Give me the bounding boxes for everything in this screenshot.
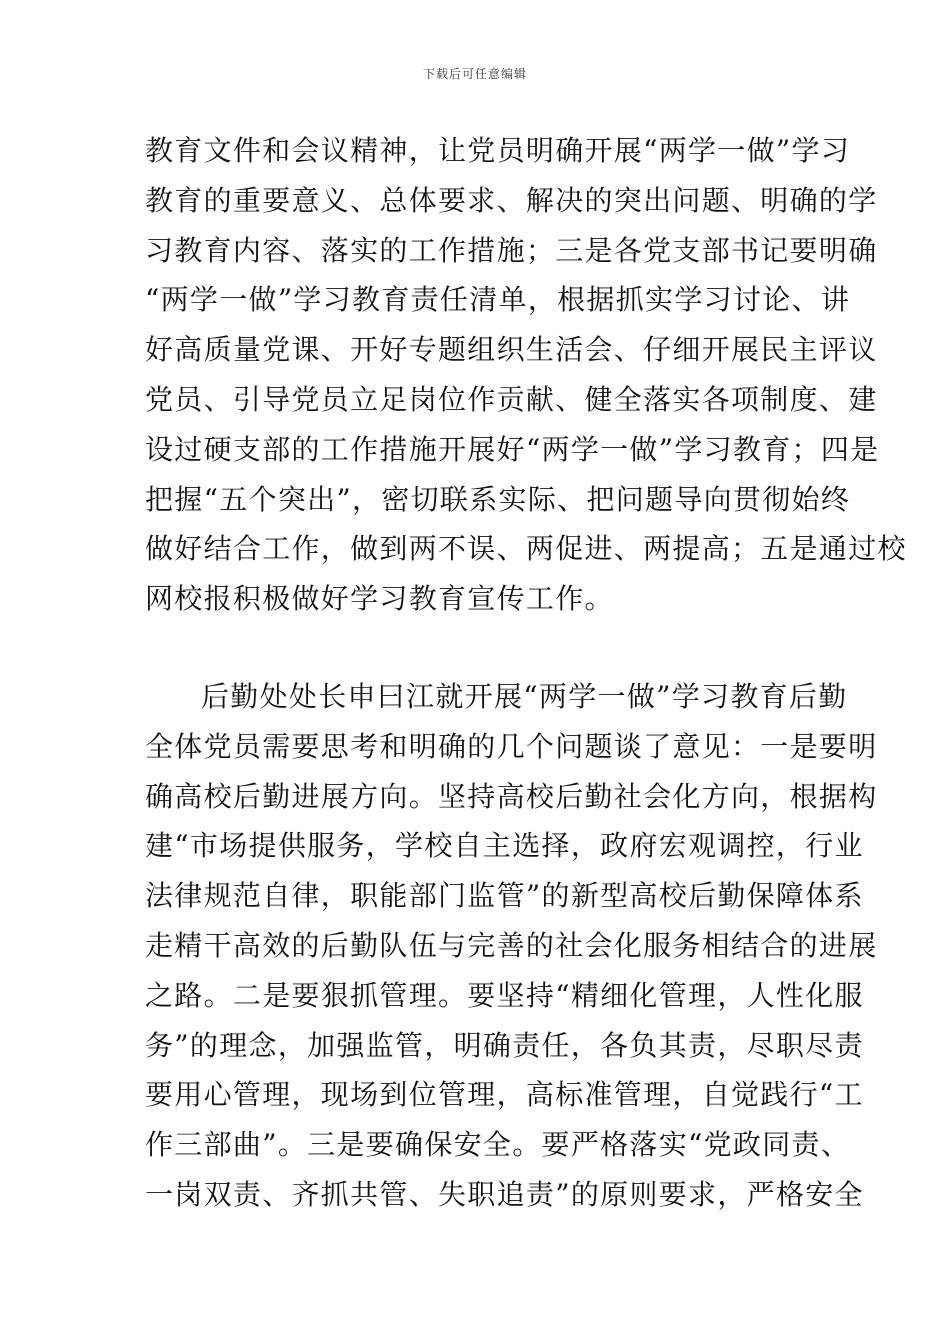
- paragraph-line: 要用心管理，现场到位管理，高标准管理，自觉践行“工: [145, 1078, 864, 1112]
- paragraph-line: 建“市场提供服务，学校自主选择，政府宏观调控，行业: [145, 829, 864, 863]
- paragraph-line: 一岗双责、齐抓共管、失职追责”的原则要求，严格安全: [145, 1177, 864, 1211]
- paragraph-line: 后勤处处长申曰江就开展“两学一做”学习教育后勤: [201, 680, 848, 713]
- paragraph-2: [145, 672, 878, 1220]
- paragraph-line: 教育文件和会议精神，让党员明确开展“两学一做”学习: [145, 134, 851, 167]
- paragraph-line: 确高校后勤进展方向。坚持高校后勤社会化方向，根据构: [145, 779, 878, 813]
- paragraph-line: 设过硬支部的工作措施开展好“两学一做”学习教育；四是: [145, 432, 880, 466]
- paragraph-line: “两学一做”学习教育责任清单，根据抓实学习讨论、讲: [145, 283, 851, 317]
- page-header: 下载后可任意编辑: [422, 67, 527, 81]
- paragraph-line: 法律规范自律，职能部门监管”的新型高校后勤保障体系: [145, 879, 864, 913]
- paragraph-line: 好高质量党课、开好专题组织生活会、仔细开展民主评议: [145, 333, 878, 367]
- paragraph-line: 作三部曲”。三是要确保安全。要严格落实“党政同责、: [145, 1128, 851, 1162]
- paragraph-1: [145, 126, 907, 624]
- paragraph-line: 务”的理念，加强监管，明确责任，各负其责，尽职尽责: [145, 1028, 864, 1062]
- paragraph-line: 网校报积极做好学习教育宣传工作。: [145, 582, 614, 616]
- paragraph-line: 走精干高效的后勤队伍与完善的社会化服务相结合的进展: [145, 928, 878, 962]
- paragraph-line: 全体党员需要思考和明确的几个问题谈了意见：一是要明: [145, 729, 878, 763]
- paragraph-line: 党员、引导党员立足岗位作贡献、健全落实各项制度、建: [145, 382, 878, 416]
- paragraph-line: 做好结合工作，做到两不误、两促进、两提高；五是通过校: [145, 532, 907, 566]
- paragraph-line: 把握“五个突出”，密切联系实际、把问题导向贯彻始终: [145, 482, 851, 516]
- paragraph-line: 教育的重要意义、总体要求、解决的突出问题、明确的学: [145, 183, 878, 217]
- paragraph-line: 习教育内容、落实的工作措施；三是各党支部书记要明确: [145, 233, 878, 267]
- paragraph-line: 之路。二是要狠抓管理。要坚持“精细化管理，人性化服: [145, 978, 864, 1012]
